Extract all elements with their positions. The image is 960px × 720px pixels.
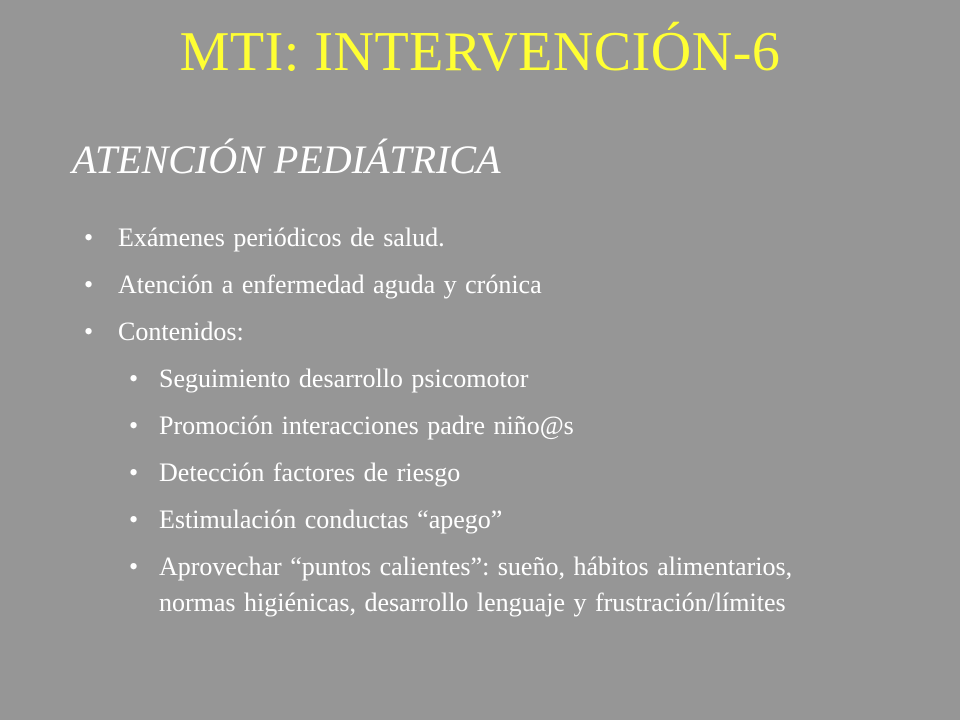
list-item-text: Exámenes periódicos de salud.: [118, 223, 445, 252]
sub-list-item-text: Seguimiento desarrollo psicomotor: [159, 364, 529, 393]
bullet-icon: •: [84, 223, 94, 252]
sub-list-item: [0, 408, 960, 444]
sub-list-item-text: Detección factores de riesgo: [159, 458, 461, 487]
list-item: [0, 220, 960, 256]
bullet-icon: •: [129, 505, 139, 534]
slide-subtitle: ATENCIÓN PEDIÁTRICA: [72, 137, 501, 182]
bullet-icon: •: [84, 317, 94, 346]
sub-list-item: [0, 361, 960, 397]
bullet-icon: •: [129, 411, 139, 440]
list-item: [0, 267, 960, 303]
list-item-text: Contenidos:: [118, 317, 244, 346]
slide-title: MTI: INTERVENCIÓN-6: [179, 21, 781, 83]
sub-list-item: [0, 502, 960, 538]
list-item-text: Atención a enfermedad aguda y crónica: [118, 270, 542, 299]
sub-list-item-text: Promoción interacciones padre niño@s: [159, 411, 574, 440]
bullet-icon: •: [129, 458, 139, 487]
list-item: [0, 314, 960, 350]
bullet-list: [0, 220, 960, 632]
sub-list-item-text: Aprovechar “puntos calientes”: sueño, hábitos alimentarios, normas higiénicas, desarrollo lenguaje y frustración/límites: [159, 552, 793, 617]
bullet-icon: •: [129, 552, 139, 581]
bullet-icon: •: [129, 364, 139, 393]
sub-list-item: [0, 549, 960, 621]
sub-list-item: [0, 455, 960, 491]
sub-list-item-text: Estimulación conductas “apego”: [159, 505, 503, 534]
bullet-icon: •: [84, 270, 94, 299]
